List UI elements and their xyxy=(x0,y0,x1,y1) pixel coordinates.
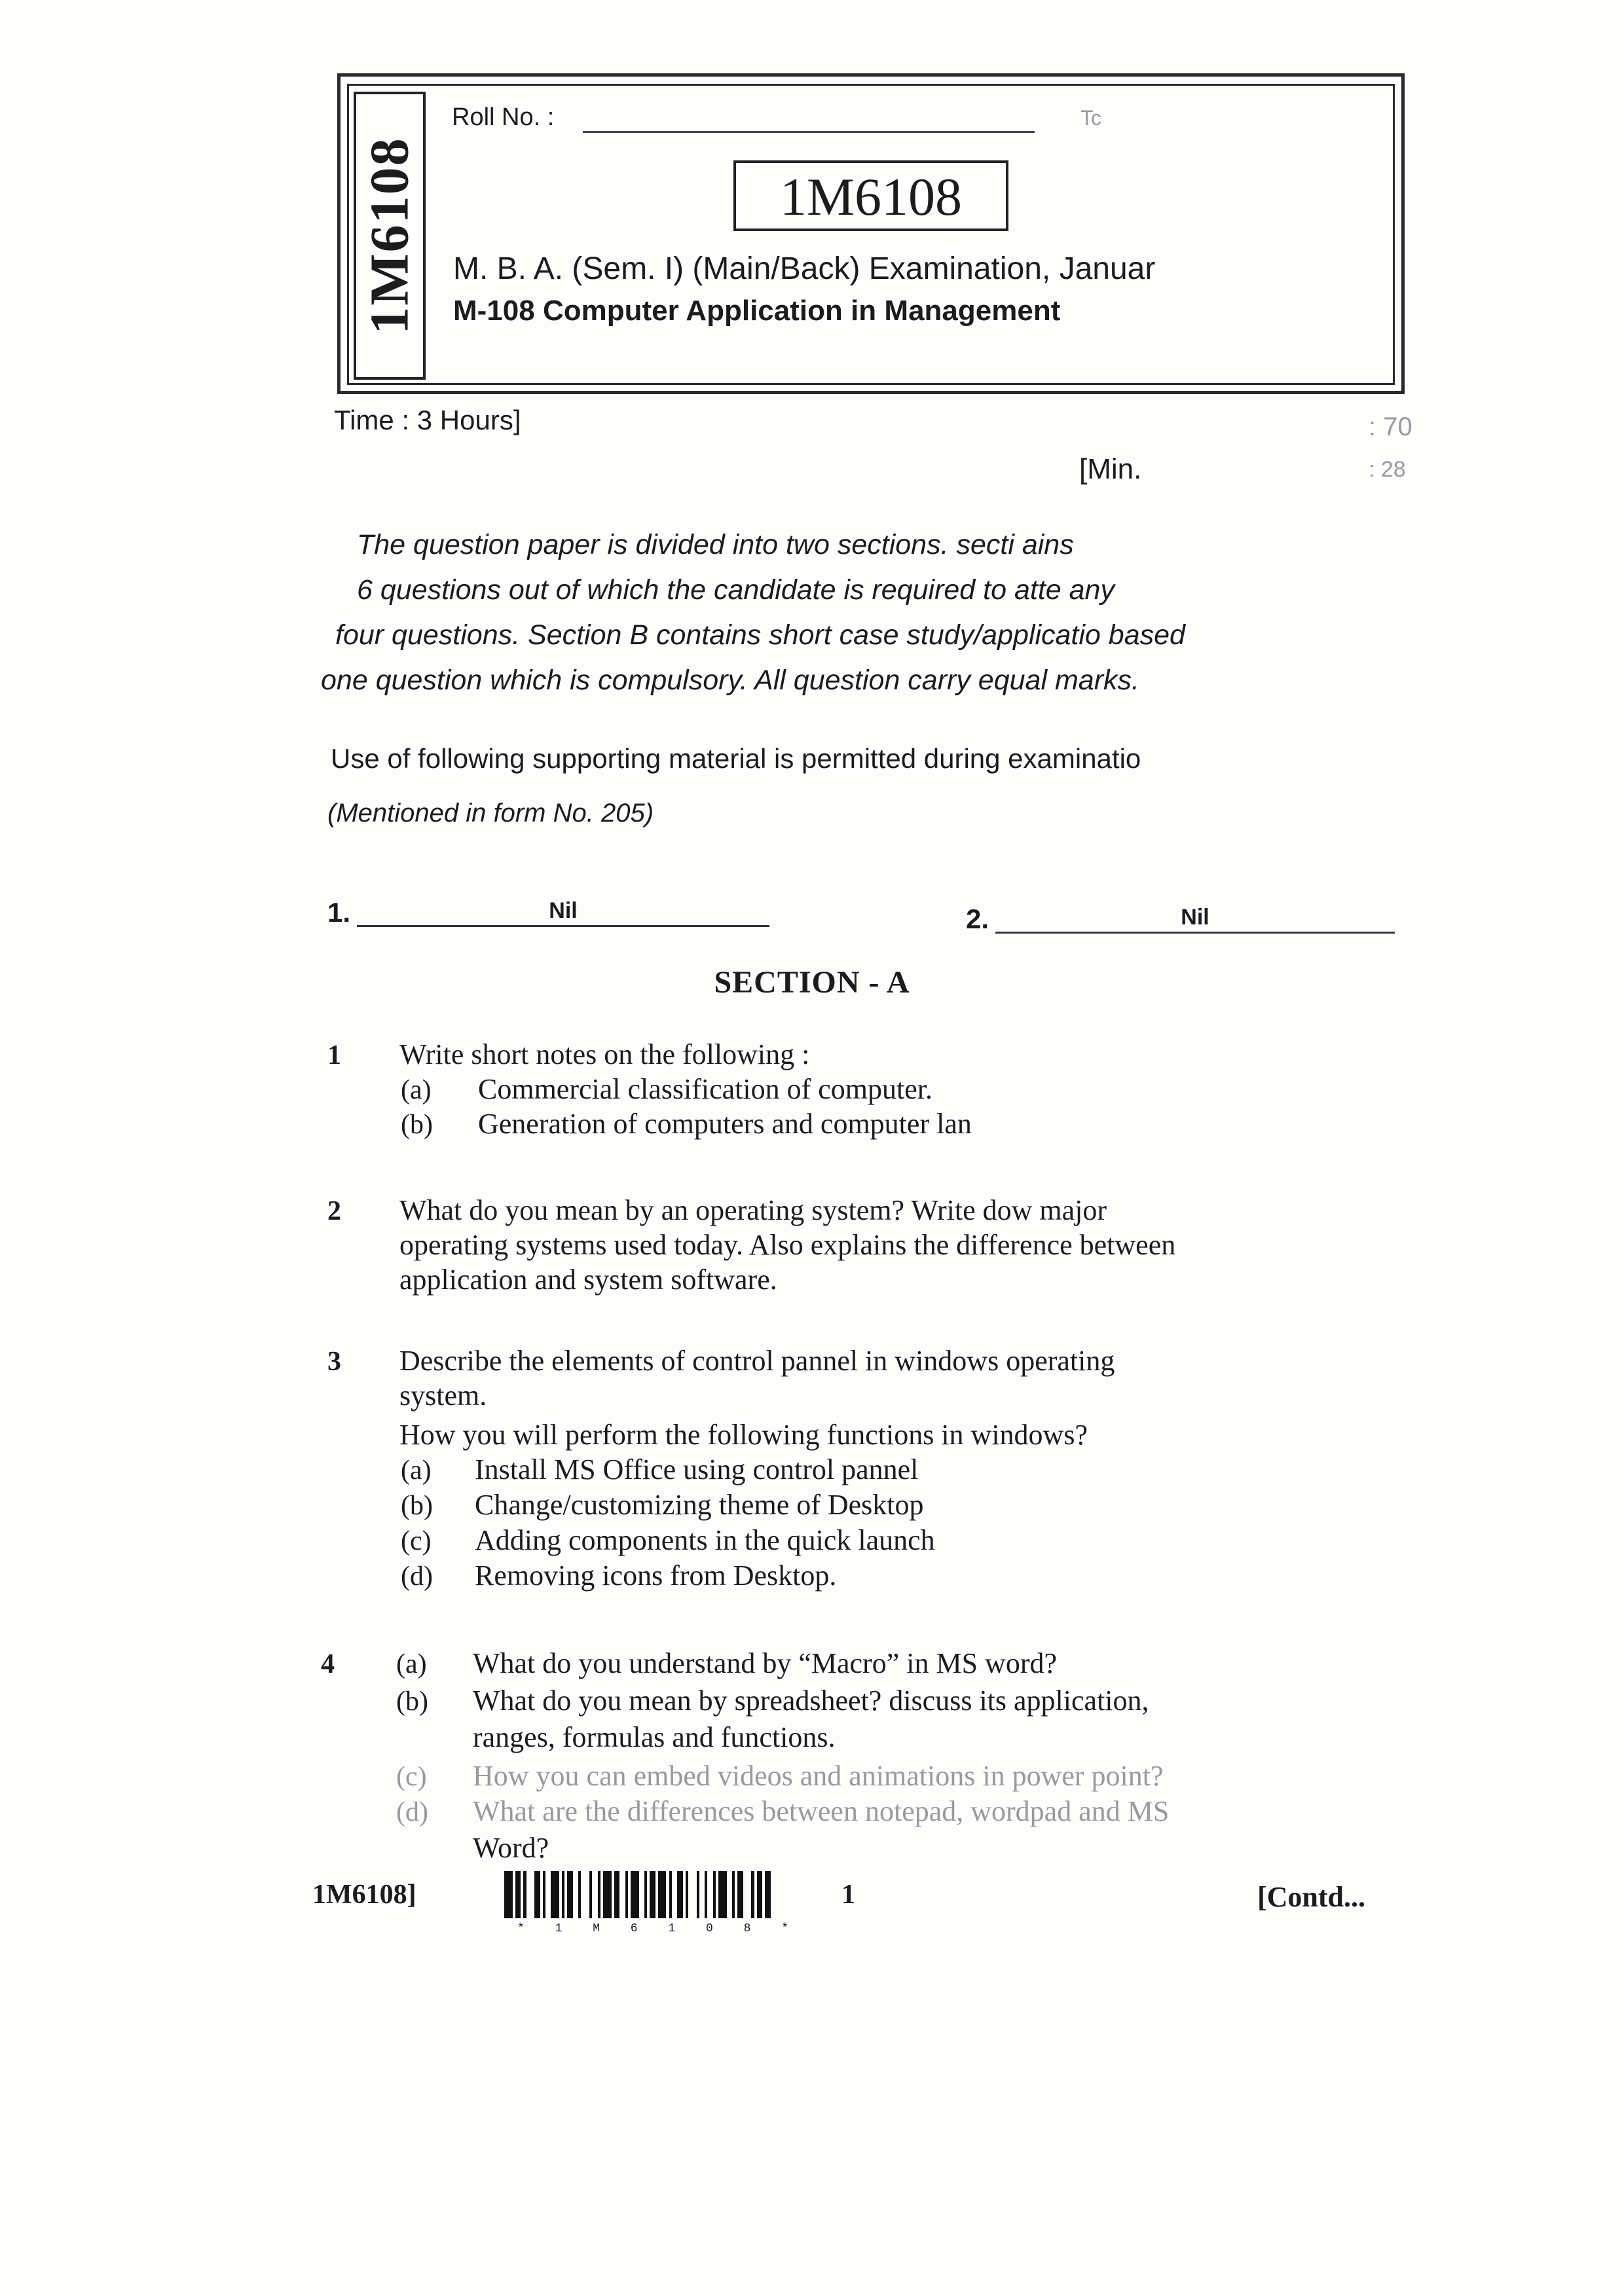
question-number: 2 xyxy=(327,1196,341,1226)
barcode-bar xyxy=(718,1871,727,1918)
question-text: operating systems used today. Also explains the difference between xyxy=(399,1229,1176,1261)
question-number: 4 xyxy=(321,1649,335,1679)
material-value: Nil xyxy=(995,905,1395,934)
sub-question-label: (d) xyxy=(396,1797,428,1827)
roll-number-line xyxy=(583,131,1035,133)
barcode-bar xyxy=(757,1871,762,1918)
sub-question-label: (d) xyxy=(401,1561,433,1592)
barcode-bar xyxy=(688,1871,697,1918)
sub-question-text: Removing icons from Desktop. xyxy=(475,1559,837,1592)
sub-question-text: ranges, formulas and functions. xyxy=(473,1721,836,1753)
barcode-bar xyxy=(658,1871,667,1918)
sub-question-label: (a) xyxy=(396,1649,427,1679)
question-number: 1 xyxy=(327,1040,341,1070)
min-marks-label: [Min. xyxy=(1079,453,1142,485)
sub-question-label: (c) xyxy=(401,1526,432,1556)
material-number: 1. xyxy=(327,897,351,928)
min-marks: : 28 xyxy=(1369,457,1406,482)
barcode-bar xyxy=(631,1871,639,1918)
form-reference: (Mentioned in form No. 205) xyxy=(327,799,654,828)
sub-question-text: Generation of computers and computer lan xyxy=(478,1108,972,1140)
barcode-bar xyxy=(639,1871,644,1918)
sub-question-text: Word? xyxy=(473,1832,549,1864)
barcode-bar xyxy=(677,1871,682,1918)
question-text: Describe the elements of control pannel in windows operating xyxy=(399,1345,1115,1377)
max-marks: : 70 xyxy=(1369,412,1412,441)
barcode-bar xyxy=(534,1871,540,1918)
sub-question-label: (b) xyxy=(401,1491,433,1521)
barcode-bar xyxy=(592,1871,597,1918)
barcode-bar xyxy=(545,1871,551,1918)
instruction-line: The question paper is divided into two sections. secti ains xyxy=(357,529,1074,560)
barcode-bar xyxy=(603,1871,612,1918)
vertical-paper-code: 1M6108 xyxy=(359,137,420,335)
instruction-line: one question which is compulsory. All question carry equal marks. xyxy=(321,665,1139,696)
sub-question-label: (b) xyxy=(396,1686,428,1717)
sub-question-text: Install MS Office using control pannel xyxy=(475,1453,919,1485)
instruction-line: 6 questions out of which the candidate is required to atte any xyxy=(357,574,1115,606)
question-number: 3 xyxy=(327,1347,341,1377)
barcode-bar xyxy=(699,1871,705,1918)
vertical-code-strip xyxy=(354,92,426,380)
question-text: application and system software. xyxy=(399,1264,777,1296)
sub-question-text: Adding components in the quick launch xyxy=(475,1524,935,1556)
roll-number-label: Roll No. : xyxy=(452,103,555,131)
time-allowed: Time : 3 Hours] xyxy=(334,405,521,435)
sub-question-text: What do you mean by spreadsheet? discuss its application, xyxy=(473,1685,1149,1717)
footer-paper-code: 1M6108] xyxy=(312,1880,416,1910)
sub-question-text: Change/customizing theme of Desktop xyxy=(475,1489,924,1521)
sub-question-text: Commercial classification of computer. xyxy=(478,1073,933,1105)
barcode-bar xyxy=(504,1871,513,1918)
sub-question-text: How you can embed videos and animations in power point? xyxy=(473,1760,1164,1792)
continued-label: [Contd... xyxy=(1257,1881,1366,1913)
sub-question-label: (c) xyxy=(396,1762,427,1792)
question-text: What do you mean by an operating system? Write dow major xyxy=(399,1194,1107,1226)
course-title: M-108 Computer Application in Management xyxy=(453,295,1061,327)
sub-question-text: What are the differences between notepad, wordpad and MS xyxy=(473,1795,1170,1827)
page-number: 1 xyxy=(841,1880,855,1910)
barcode-bar xyxy=(707,1871,712,1918)
sub-question-label: (b) xyxy=(401,1110,433,1140)
sub-question-label: (a) xyxy=(401,1075,432,1105)
barcode-bar xyxy=(526,1871,535,1918)
paper-code-box: 1M6108 xyxy=(733,160,1008,231)
barcode-bar xyxy=(619,1871,625,1918)
supporting-material-note: Use of following supporting material is permitted during examinatio xyxy=(331,743,1141,774)
instruction-line: four questions. Section B contains short case study/applicatio based xyxy=(335,619,1185,651)
section-title: SECTION - A xyxy=(714,965,910,1000)
barcode-bar xyxy=(515,1871,521,1918)
material-value: Nil xyxy=(357,898,769,927)
barcode-bar xyxy=(551,1871,559,1918)
question-text: Write short notes on the following : xyxy=(399,1038,810,1070)
total-pages-label: Tc xyxy=(1080,106,1101,130)
barcode-bar xyxy=(743,1871,752,1918)
material-number: 2. xyxy=(966,903,989,934)
question-text: system. xyxy=(399,1379,487,1412)
barcode-bar xyxy=(650,1871,655,1918)
barcode-bar xyxy=(737,1871,743,1918)
barcode-bar xyxy=(573,1871,578,1918)
barcode-bar xyxy=(567,1871,572,1918)
barcode xyxy=(504,1871,779,1918)
exam-title: M. B. A. (Sem. I) (Main/Back) Examination, Januar xyxy=(453,251,1156,286)
barcode-bar xyxy=(614,1871,619,1918)
barcode-bar xyxy=(581,1871,589,1918)
sub-question-text: What do you understand by “Macro” in MS word? xyxy=(473,1647,1058,1679)
barcode-bar xyxy=(727,1871,732,1918)
barcode-bar xyxy=(765,1871,770,1918)
sub-question-label: (a) xyxy=(401,1455,432,1485)
barcode-bar xyxy=(771,1871,779,1918)
barcode-digits: * 1 M 6 1 0 8 * xyxy=(517,1922,801,1935)
question-text: How you will perform the following functions in windows? xyxy=(399,1419,1088,1451)
barcode-bar xyxy=(672,1871,677,1918)
